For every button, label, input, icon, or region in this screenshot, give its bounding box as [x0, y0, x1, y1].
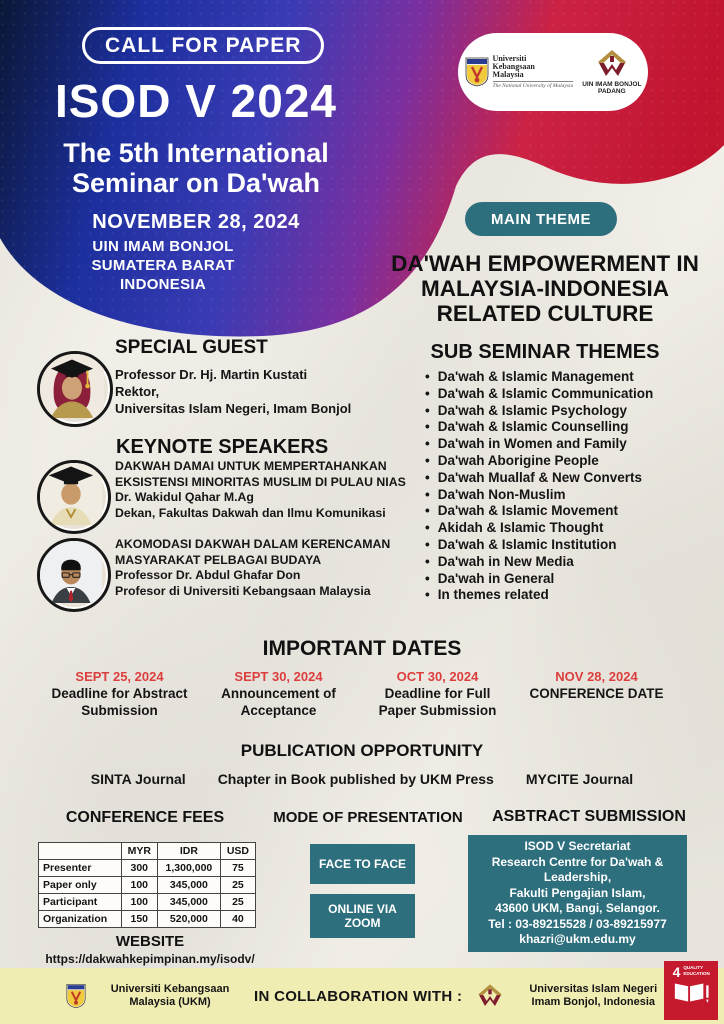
- subtitle-line1: The 5th International: [63, 138, 329, 168]
- footer-band: [0, 968, 724, 1024]
- main-theme-title: DA'WAH EMPOWERMENT IN MALAYSIA-INDONESIA RELATED CULTURE: [391, 251, 699, 326]
- important-date-item: [40, 669, 199, 719]
- important-dates-heading: IMPORTANT DATES: [262, 637, 462, 660]
- uin-emblem-icon-small: [475, 983, 505, 1009]
- fee-myr: 100: [121, 877, 157, 894]
- speaker2-photo: [37, 538, 111, 612]
- speaker1-talk-title: DAKWAH DAMAI UNTUK MEMPERTAHANKAN EKSISTENSI MINORITAS MUSLIM DI PULAU NIAS: [115, 459, 406, 489]
- header-title-block: [0, 74, 392, 234]
- fees-header-row: [39, 843, 256, 860]
- fees-table: [38, 842, 256, 928]
- date-value: SEPT 30, 2024: [234, 669, 323, 684]
- fees-col-blank: [39, 843, 122, 860]
- uin-logo-text: [582, 81, 641, 96]
- fee-myr: 300: [121, 860, 157, 877]
- subtitle-line2: Seminar on Da'wah: [72, 168, 320, 198]
- date-description: Deadline for Full Paper Submission: [378, 686, 497, 718]
- uin-emblem-icon: [594, 49, 630, 79]
- special-guest-info: [115, 366, 415, 417]
- fees-row: [39, 877, 256, 894]
- date-description: Announcement of Acceptance: [221, 686, 336, 718]
- date-value: OCT 30, 2024: [396, 669, 479, 684]
- important-date-item: [358, 669, 517, 719]
- fee-usd: 40: [220, 911, 255, 928]
- submission-line: ISOD V Secretariat: [524, 839, 631, 854]
- sub-theme-item: • Da'wah & Islamic Movement: [425, 503, 720, 520]
- sub-theme-item: • Da'wah & Islamic Counselling: [425, 419, 720, 436]
- location-line: SUMATERA BARAT: [91, 257, 235, 274]
- fee-usd: 25: [220, 894, 255, 911]
- mode-face-to-face: FACE TO FACE: [310, 844, 415, 884]
- ukm-logo: [465, 55, 574, 89]
- main-theme-pill: MAIN THEME: [465, 202, 617, 236]
- speaker1-photo: [37, 460, 111, 534]
- date-description: CONFERENCE DATE: [529, 686, 664, 701]
- fees-heading: CONFERENCE FEES: [65, 809, 225, 826]
- uin-logo: [582, 49, 641, 96]
- mode-online-zoom: ONLINE VIA ZOOM: [310, 894, 415, 938]
- open-book-icon: [672, 979, 710, 1005]
- sub-theme-item: • Da'wah & Islamic Institution: [425, 537, 720, 554]
- sub-theme-item: • Da'wah Aborigine People: [425, 453, 720, 470]
- fee-category: Organization: [39, 911, 122, 928]
- submission-line: Tel : 03-89215528 / 03-89215977: [488, 916, 667, 931]
- speaker2-talk-title: AKOMODASI DAKWAH DALAM KERENCAMAN MASYARAKAT PELBAGAI BUDAYA: [115, 537, 391, 567]
- footer-ukm-label: Universiti Kebangsaan Malaysia (UKM): [110, 983, 230, 1008]
- fees-col-idr: IDR: [157, 843, 220, 860]
- speaker1-name: Dr. Wakidul Qahar M.Ag: [115, 490, 254, 505]
- location-line: UIN IMAM BONJOL: [92, 238, 234, 255]
- speaker1-avatar-illustration: [40, 463, 102, 525]
- fee-idr: 1,300,000: [157, 860, 220, 877]
- fees-row: [39, 860, 256, 877]
- sub-theme-item: • Da'wah & Islamic Communication: [425, 386, 720, 403]
- speaker2-info: [115, 537, 420, 599]
- fee-idr: 345,000: [157, 894, 220, 911]
- fee-myr: 100: [121, 894, 157, 911]
- sub-themes-heading: SUB SEMINAR THEMES: [430, 341, 660, 363]
- submission-line: Research Centre for Da'wah & Leadership,: [491, 854, 664, 885]
- fee-myr: 150: [121, 911, 157, 928]
- submission-line: Fakulti Pengajian Islam,: [509, 885, 646, 900]
- date-value: NOV 28, 2024: [555, 669, 638, 684]
- fee-category: Presenter: [39, 860, 122, 877]
- footer-uin-label: Universitas Islam Negeri Imam Bonjol, Indonesia: [529, 983, 658, 1008]
- important-date-item: [517, 669, 676, 719]
- website-heading: WEBSITE: [115, 933, 185, 950]
- uin-name-line: PADANG: [597, 88, 626, 95]
- guest-avatar-illustration: [40, 354, 104, 418]
- speaker1-info: [115, 459, 420, 521]
- date-value: SEPT 25, 2024: [75, 669, 164, 684]
- special-guest-photo: [37, 351, 113, 427]
- sub-theme-item: • Da'wah & Islamic Management: [425, 369, 720, 386]
- ukm-name-line: Universiti: [492, 54, 527, 63]
- sub-theme-item: • Da'wah Non-Muslim: [425, 487, 720, 504]
- submission-line: khazri@ukm.edu.my: [519, 932, 636, 947]
- sub-themes-list: [425, 369, 720, 604]
- sub-theme-item: • Da'wah & Islamic Psychology: [425, 403, 720, 420]
- ukm-name-line: Kebangsaan: [492, 62, 535, 71]
- organizer-logos-pill: [458, 33, 648, 111]
- sub-theme-item: • Da'wah Muallaf & New Converts: [425, 470, 720, 487]
- sub-theme-item: • Akidah & Islamic Thought: [425, 520, 720, 537]
- fee-category: Participant: [39, 894, 122, 911]
- guest-name: Professor Dr. Hj. Martin Kustati: [115, 367, 308, 382]
- event-date: NOVEMBER 28, 2024: [92, 211, 300, 233]
- publication-item: MYCITE Journal: [525, 771, 634, 787]
- location-line: INDONESIA: [119, 276, 207, 293]
- fees-row: [39, 894, 256, 911]
- speaker2-name: Professor Dr. Abdul Ghafar Don: [115, 568, 301, 583]
- publication-item: SINTA Journal: [90, 771, 186, 787]
- guest-institution: Universitas Islam Negeri, Imam Bonjol: [115, 401, 352, 416]
- event-location: [13, 237, 313, 294]
- fees-col-myr: MYR: [121, 843, 157, 860]
- submission-heading: ASBTRACT SUBMISSION: [492, 808, 686, 825]
- fee-usd: 25: [220, 877, 255, 894]
- submission-line: 43600 UKM, Bangi, Selangor.: [495, 901, 660, 916]
- keynote-heading: KEYNOTE SPEAKERS: [116, 436, 329, 458]
- speaker2-avatar-illustration: [40, 541, 102, 603]
- important-date-item: [199, 669, 358, 719]
- sdg4-badge: [664, 961, 718, 1020]
- sdg4-label: QUALITY EDUCATION: [683, 965, 710, 976]
- call-for-paper-badge: CALL FOR PAPER: [82, 27, 324, 64]
- special-guest-heading: SPECIAL GUEST: [115, 337, 268, 358]
- fee-idr: 520,000: [157, 911, 220, 928]
- sub-theme-item: • Da'wah in General: [425, 571, 720, 588]
- footer-collaboration-text: IN COLLABORATION WITH :: [254, 987, 463, 1005]
- ukm-shield-icon: [465, 57, 489, 87]
- publication-item: Chapter in Book published by UKM Press: [217, 771, 494, 787]
- sub-theme-item: • Da'wah in Women and Family: [425, 436, 720, 453]
- uin-name-line: UIN IMAM BONJOL: [582, 80, 642, 88]
- publication-items: [0, 771, 724, 787]
- guest-role: Rektor,: [115, 384, 160, 399]
- speaker1-role: Dekan, Fakultas Dakwah dan Ilmu Komunikasi: [115, 505, 386, 520]
- fees-row: [39, 911, 256, 928]
- submission-box: [468, 835, 687, 952]
- fee-idr: 345,000: [157, 877, 220, 894]
- speaker2-role: Profesor di Universiti Kebangsaan Malaysia: [115, 583, 371, 598]
- sdg4-number: 4: [672, 964, 681, 980]
- presentation-heading: MODE OF PRESENTATION: [273, 809, 463, 826]
- ukm-name-line: Malaysia: [492, 70, 524, 79]
- publication-heading: PUBLICATION OPPORTUNITY: [240, 741, 484, 760]
- date-description: Deadline for Abstract Submission: [51, 686, 188, 718]
- fee-category: Paper only: [39, 877, 122, 894]
- sub-theme-item: • In themes related: [425, 587, 720, 604]
- fees-col-usd: USD: [220, 843, 255, 860]
- ukm-shield-icon-small: [66, 983, 86, 1009]
- ukm-tagline: The National University of Malaysia: [492, 83, 574, 89]
- fee-usd: 75: [220, 860, 255, 877]
- important-dates-row: [40, 669, 676, 719]
- poster-subtitle: [0, 138, 392, 198]
- sdg4-header: [673, 965, 710, 979]
- website-url[interactable]: https://dakwahkepimpinan.my/isodv/: [45, 952, 255, 966]
- sub-theme-item: • Da'wah in New Media: [425, 554, 720, 571]
- ukm-logo-text: [493, 55, 574, 89]
- poster-title: ISOD V 2024: [54, 75, 338, 127]
